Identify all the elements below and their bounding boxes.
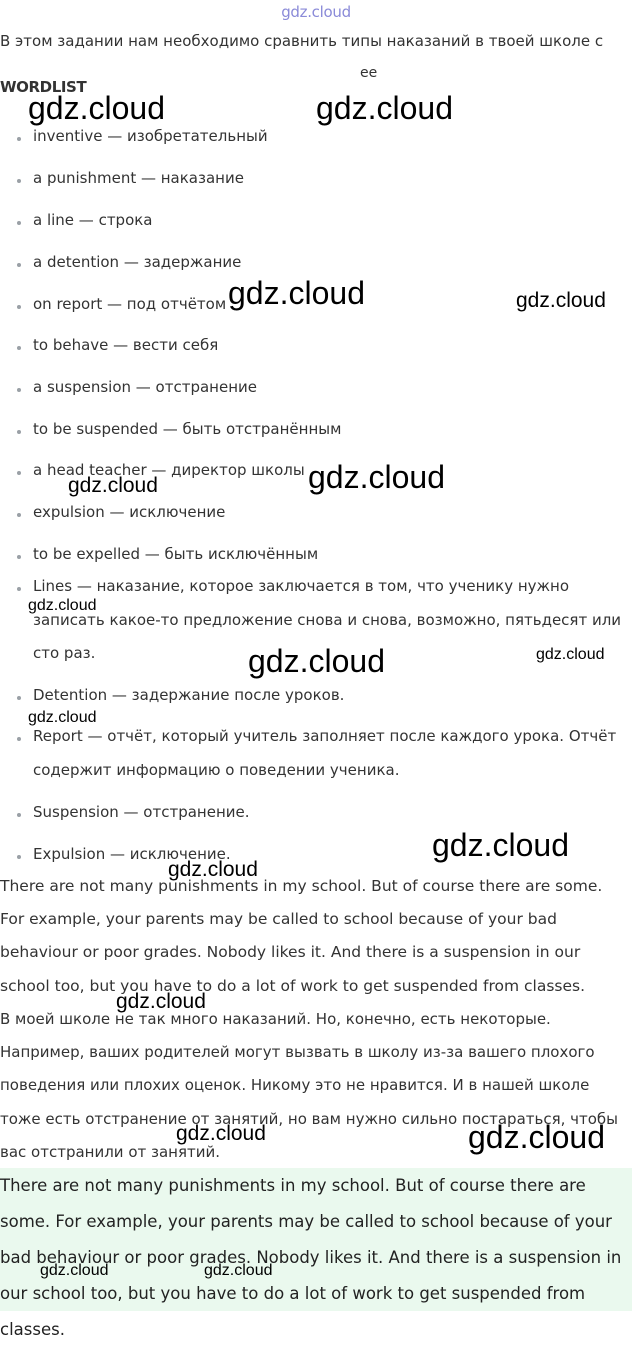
intro-overflow-text [360,58,378,81]
bullet-icon [17,513,21,517]
watermark: gdz.cloud [432,827,569,863]
bullet-icon [17,263,21,267]
bullet-icon [17,855,21,859]
list-item-text: Expulsion — исключение. [33,845,231,863]
watermark: gdz.cloud [168,858,258,881]
bullet-icon [17,555,21,559]
watermark: gdz.cloud [516,289,606,312]
list-item-text: inventive — изобретательный [33,127,268,145]
list-item-text: Report — отчёт, который учитель заполняет после каждого урока. Отчёт содержит информацию о поведении ученика. [33,727,617,779]
bullet-icon [17,305,21,309]
site-watermark-top: gdz.cloud [281,3,351,21]
bullet-icon [17,430,21,434]
bullet-icon [17,813,21,817]
watermark: gdz.cloud [468,1119,605,1155]
watermark: gdz.cloud [204,1262,273,1279]
watermark: gdz.cloud [28,709,97,726]
list-item-text: a detention — задержание [33,253,242,271]
list-item-text: a punishment — наказание [33,169,244,187]
bullet-icon [17,471,21,475]
list-item-text: Detention — задержание после уроков. [33,686,345,704]
bullet-icon [17,388,21,392]
wordlist-heading: WORDLIST [0,78,87,96]
intro-text: В этом задании нам необходимо сравнить типы наказаний в твоей школе с [0,32,604,50]
bullet-icon [17,221,21,225]
watermark: gdz.cloud [116,990,206,1013]
list-item-text: expulsion — исключение [33,503,226,521]
watermark: gdz.cloud [68,474,158,497]
list-item-text: to be expelled — быть исключённым [33,545,319,563]
list-item-text: a line — строка [33,211,153,229]
watermark: gdz.cloud [308,459,445,495]
bullet-icon [17,696,21,700]
watermark: gdz.cloud [28,597,97,614]
watermark: gdz.cloud [316,90,453,126]
bullet-icon [17,737,21,741]
intro-overflow-glyphs: ее [360,65,378,81]
paragraph-english: There are not many punishments in my school. But of course there are some. For example, your parents may be called to school because of your bad behaviour or poor grades. Nobody likes it. And there is a suspension in our school too, but you have to do a lot of work to get suspended from classes. [0,877,603,995]
paragraph-russian: В моей школе не так много наказаний. Но, конечно, есть некоторые. Например, ваших родителей могут вызвать в школу из-за вашего плохого поведения или плохих оценок. Никому это не нравится. И в нашей школе тоже есть отстранение от занятий, но вам нужно сильно постараться, чтобы вас отстранили от занятий. [0,1010,619,1161]
bullet-icon [17,179,21,183]
list-item-text: to behave — вести себя [33,336,219,354]
watermark: gdz.cloud [28,90,165,126]
list-item-text: Lines — наказание, которое заключается в том, что ученику нужно записать какое-то предложение снова и снова, возможно, пятьдесят или сто раз. [33,577,622,662]
answer-highlight-box [0,1168,632,1339]
list-item-text: on report — под отчётом [33,295,227,313]
watermark: gdz.cloud [248,643,385,679]
watermark: gdz.cloud [228,275,365,311]
watermark: gdz.cloud [40,1262,109,1279]
list-item-text: Suspension — отстранение. [33,803,250,821]
watermark: gdz.cloud [176,1122,266,1145]
bullet-icon [17,137,21,141]
list-item-text: a head teacher — директор школы [33,461,305,479]
bullet-icon [17,587,21,591]
watermark: gdz.cloud [536,646,605,663]
bullet-icon [17,346,21,350]
list-item-text: a suspension — отстранение [33,378,257,396]
list-item-text: to be suspended — быть отстранённым [33,420,342,438]
answer-highlight-text: There are not many punishments in my school. But of course there are some. For example, your parents may be called to school because of your bad behaviour or poor grades. Nobody likes it. And there is a suspension in our school too, but you have to do a lot of work to get suspended from classes. [0,1176,622,1339]
